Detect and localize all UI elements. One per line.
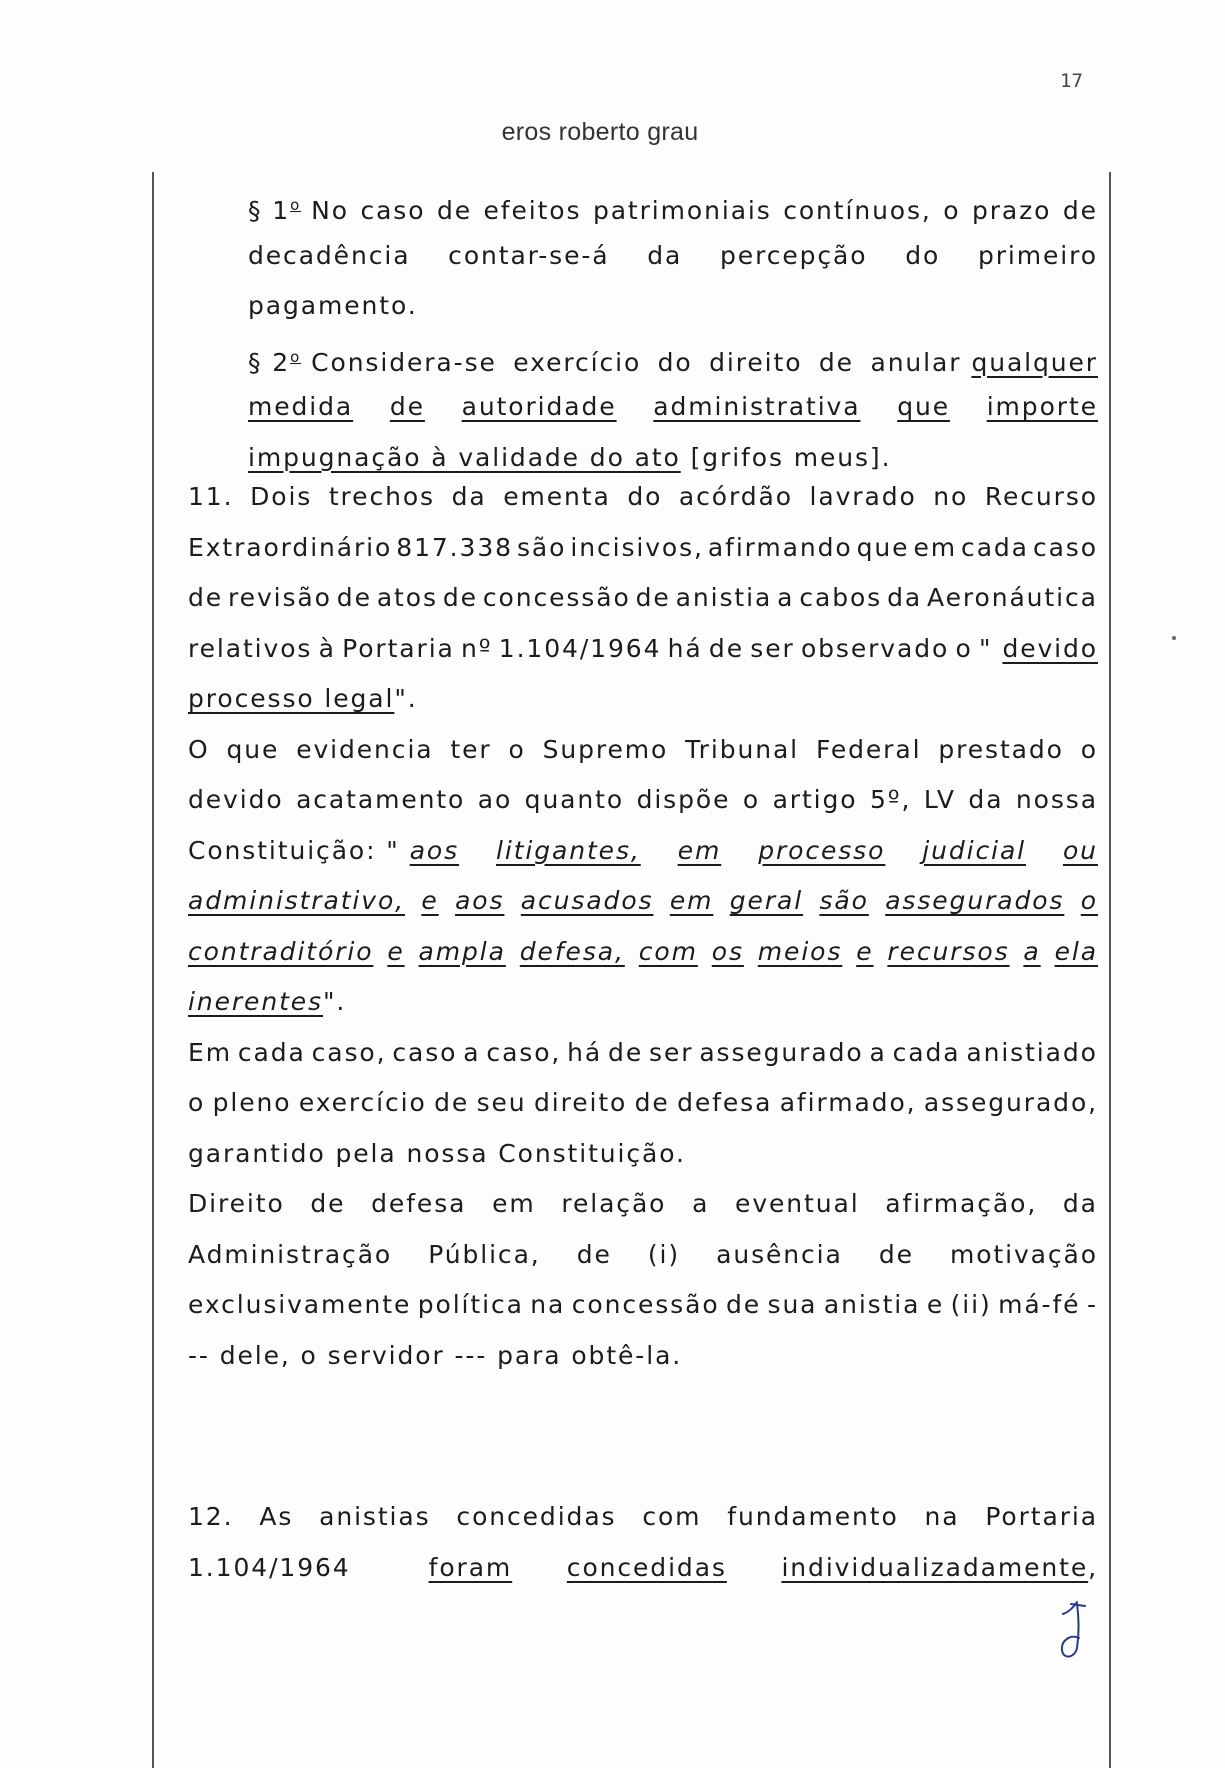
word: LV [923,785,956,814]
quote-block [248,180,1098,483]
document-header: eros roberto grau [501,118,699,146]
word: há [567,1037,603,1067]
underlined-emphasis: devido [1002,633,1098,663]
word: o [1080,886,1098,915]
word: defesa [677,1088,773,1117]
line-text: 1.104/1964 [188,1552,351,1582]
word: prazo [971,196,1052,225]
word: importe [986,392,1098,421]
word: processo [758,835,886,865]
word: são [819,886,869,915]
word: de [576,1239,612,1269]
word: nº [461,633,493,663]
paragraph-line [188,1230,1098,1281]
word: o [1080,734,1098,764]
quote-text [311,338,961,389]
word: do [627,482,663,511]
word: ausência [716,1239,843,1269]
word: nossa [1015,785,1098,814]
word: fundamento [727,1502,899,1531]
word: efeitos [483,196,582,225]
word: da [1062,1189,1098,1218]
word: Direito [188,1189,285,1218]
word: de [725,1290,762,1319]
word: concedidas [566,1552,727,1582]
word: Pública, [428,1239,541,1269]
word: Em [188,1037,232,1067]
word: 1.104/1964 [498,633,662,663]
paragraph-line [188,775,1098,826]
word: com [638,936,698,966]
word: ao [477,785,513,814]
word: Portaria [985,1502,1098,1531]
word: caso [392,1037,458,1067]
word: concessão [482,583,631,612]
word: afirmação, [885,1189,1038,1218]
word: - [1086,1290,1098,1319]
word: recursos [887,936,1010,966]
word: em [677,835,722,865]
underlined-emphasis: processo legal [188,684,395,713]
word: ampla [418,936,506,966]
word: direito [533,1088,628,1117]
word: motivação [949,1239,1098,1269]
word: o [508,734,526,764]
word: a [869,1037,887,1067]
word: anular [870,347,962,377]
word: medida [248,392,354,421]
word: 5º, [869,785,912,814]
quote-line-underlined [248,382,1098,433]
word: da [968,785,1004,814]
word: ela [1054,936,1098,966]
word: revisão [228,583,332,612]
word: Supremo [542,734,669,764]
word: da [451,482,487,511]
word: em [669,886,714,915]
word: de [635,583,671,612]
word: anistiado [966,1037,1098,1067]
word: assegurado [699,1037,864,1067]
word: aos [455,886,505,915]
word: de [310,1189,346,1218]
word: ementa [503,482,611,511]
word: defesa [371,1189,467,1218]
word: (ii) [950,1290,992,1319]
word: assegurado, [923,1088,1098,1117]
word: da [647,240,683,270]
word: acórdão [678,482,793,511]
word: de [634,1088,670,1117]
word: os [711,936,744,966]
word: concessão [571,1290,720,1319]
paragraph-line [188,624,1098,675]
word: o [188,1088,206,1117]
word: incisivos, [570,532,704,562]
paragraph-line: -- dele, o servidor --- para obtê-la. [188,1340,683,1370]
word: " [978,633,993,663]
paragraph-line [188,472,1098,523]
word: no [933,482,969,511]
word: e [387,936,405,966]
word: eventual [735,1189,860,1218]
word: 12. [188,1502,234,1531]
word: e [856,936,874,966]
word: com [642,1502,702,1531]
citation-note: [grifos meus]. [690,442,892,472]
word: a [463,1037,481,1067]
word: dispõe [636,785,731,814]
word: 11. [188,482,234,511]
word: caso [1032,532,1098,562]
word: artigo [772,785,858,814]
word: pleno [212,1088,292,1117]
word: de [434,1088,470,1117]
paragraph-line [188,1492,1098,1543]
word: anistias [319,1502,431,1531]
paragraph-11 [188,472,1098,1381]
paragraph-line [188,1280,1098,1331]
word: de [336,583,372,612]
word: lavrado [809,482,917,511]
word: são [516,532,567,562]
word: (i) [647,1239,681,1269]
word: de [389,392,425,421]
word: exclusivamente [188,1290,412,1319]
handwritten-initial [1055,1600,1091,1662]
word: caso, [311,1037,387,1067]
word: Extraordinário [188,532,393,562]
word: que [226,734,280,764]
paragraph-line [188,725,1098,776]
word: sua [767,1290,818,1319]
quote-line: pagamento. [248,291,418,320]
word: cada [892,1037,961,1067]
word: caso [360,196,426,225]
underlined-emphasis: impugnação à validade do ato [248,442,681,472]
word: contraditório [188,936,374,966]
word: o [943,196,961,225]
word: em [913,532,958,562]
line-text: ". [322,987,347,1016]
word: Dois [250,482,313,511]
word: a [692,1189,710,1218]
word: ser [750,633,795,663]
word: do [657,347,693,377]
word: em [492,1189,536,1218]
word: o [955,633,973,663]
word: de [708,633,744,663]
word: cada [961,532,1029,562]
word: na [530,1290,566,1319]
word: Considera-se [311,347,497,377]
word: individualizadamente [781,1552,1089,1582]
word: que [856,532,910,562]
word: que [897,392,950,421]
scan-speck [1172,636,1176,640]
word: Recurso [984,482,1098,511]
quote-line [248,332,1098,383]
paragraph-line [188,573,1098,624]
word: atos [376,583,438,612]
word: defesa, [519,936,625,966]
word: No [311,196,349,225]
word: de [188,583,224,612]
constitution-quote [410,826,1098,877]
word: anistia [823,1290,921,1319]
paragraph-line [188,1078,1098,1129]
constitution-quote-line [188,927,1098,978]
word: cabos [799,583,883,612]
word: o [742,785,761,814]
paragraph-line: garantido pela nossa Constituição. [188,1138,686,1168]
word: patrimoniais [592,196,772,225]
word: má-fé [998,1290,1081,1319]
word: evidencia [296,734,434,764]
word: à [318,633,336,663]
section-mark: § 1$^o$ [248,196,302,225]
word: Aeronáutica [927,583,1098,612]
page-number: 17 [1060,70,1083,92]
paragraph-line [188,977,1098,1028]
word: afirmando [707,532,853,562]
word: ter [450,734,492,764]
word: Portaria [342,633,455,663]
constitution-quote-line [188,876,1098,927]
word: ou [1062,835,1098,865]
word: Federal [815,734,922,764]
quote-line [248,180,1098,231]
word: concedidas [456,1502,617,1531]
paragraph-12 [188,1492,1098,1593]
word: a [1023,936,1041,966]
left-margin-rule [152,172,154,1768]
word: exercício [298,1088,427,1117]
line-text [188,624,992,675]
line-text: ". [394,684,418,713]
paragraph-line [188,523,1098,574]
word: primeiro [977,240,1098,270]
line-text: , [1088,1552,1098,1582]
word: acusados [520,886,654,915]
word: exercício [513,347,642,377]
word: anistia [675,583,773,612]
word: meios [757,936,843,966]
paragraph-line [188,1179,1098,1230]
word: administrativa [653,392,861,421]
word: Administração [188,1239,393,1269]
underlined-emphasis: qualquer [971,347,1098,377]
word: há [667,633,703,663]
word: foram [428,1552,513,1582]
word: percepção [720,240,868,270]
word: acatamento [296,785,466,814]
underlined-emphasis [429,1543,1089,1594]
word: assegurados [885,886,1065,915]
word: trechos [328,482,435,511]
word: relação [561,1189,667,1218]
word: direito [709,347,803,377]
word: política [417,1290,524,1319]
word: da [887,583,923,612]
word: administrativo, [188,886,405,915]
word: prestado [938,734,1064,764]
word: decadência [248,240,411,270]
word: de [436,196,472,225]
word: geral [729,886,804,915]
line-text: Constituição: " [188,835,400,865]
word: de [442,583,478,612]
word: seu [476,1088,527,1117]
word: caso, [486,1037,562,1067]
word: e [421,886,439,915]
word: As [259,1502,294,1531]
word: do [905,240,941,270]
constitution-quote: inerentes [188,987,323,1016]
word: 817.338 [396,532,513,562]
word: contínuos, [783,196,932,225]
word: a [777,583,795,612]
word: O [188,734,210,764]
word: de [608,1037,644,1067]
word: judicial [922,835,1027,865]
word: de [1062,196,1098,225]
word: ser [649,1037,694,1067]
word: na [924,1502,960,1531]
quote-line [248,231,1098,282]
word: cada [237,1037,306,1067]
word: e [926,1290,945,1319]
word: aos [409,835,460,865]
word: devido [188,785,284,814]
word: de [818,347,854,377]
word: autoridade [461,392,617,421]
word: de [878,1239,914,1269]
word: contar-se-á [448,240,610,270]
paragraph-line [188,674,1098,725]
right-margin-rule [1109,172,1111,1768]
word: Tribunal [685,734,800,764]
word: relativos [188,633,313,663]
paragraph-line [188,1028,1098,1079]
paragraph-line [188,1543,1098,1594]
quote-text [311,186,1098,237]
paragraph-line [188,826,1098,877]
word: afirmado, [779,1088,917,1117]
word: litigantes, [496,835,641,865]
section-mark: § 2$^o$ [248,347,302,377]
word: observado [800,633,950,663]
word: quanto [524,785,625,814]
